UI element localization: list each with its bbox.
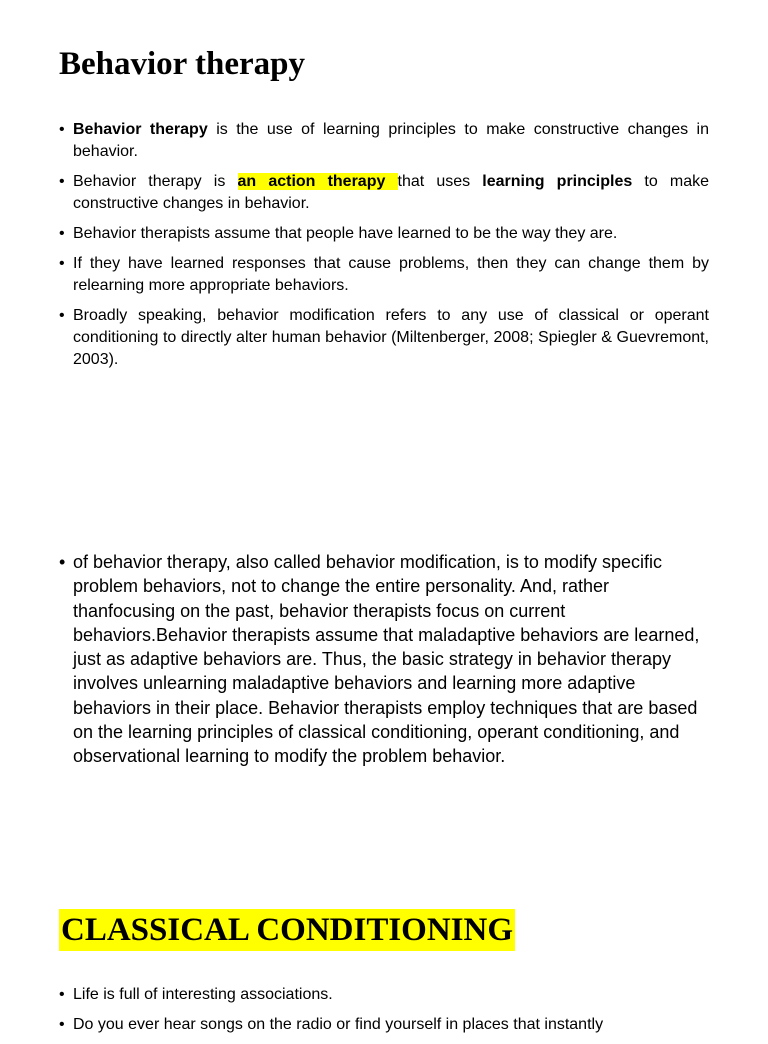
bullet-marker: • [59, 255, 65, 272]
list-item [59, 119, 709, 163]
list-item [59, 984, 709, 1006]
goal-paragraph: of behavior therapy, also called behavior modification, is to modify specific problem behaviors, not to change the entire personality. And, rather thanfocusing on the past, behavior therapists focus on current behaviors.Behavior therapists assume that maladaptive behaviors are learned, just as adaptive behaviors are. Thus, the basic strategy in behavior therapy involves unlearning maladaptive behaviors and learning more adaptive behaviors in their place. Behavior therapists employ techniques that are based on the learning principles of classical conditioning, operant conditioning, and observational learning to modify the problem behavior. [73, 552, 700, 767]
bullet-text: Behavior therapy is [73, 173, 238, 190]
bullet-text: to make constructive changes in behavior. [73, 173, 710, 212]
bullet-marker: • [59, 307, 65, 324]
list-item [59, 223, 709, 245]
bullet-text: Broadly speaking, behavior modification refers to any use of classical or operant conditioning to directly alter human behavior (Miltenberger, 2008; Spiegler & Guevremont, 2003). [73, 307, 709, 368]
list-item [59, 305, 709, 371]
section-heading: CLASSICAL CONDITIONING [59, 909, 515, 951]
bullet-text: Do you ever hear songs on the radio or find yourself in places that instantly [73, 1016, 604, 1033]
bold-term: Behavior therapy [73, 121, 208, 138]
highlighted-phrase: an action therapy [237, 173, 398, 190]
bullet-marker: • [59, 121, 65, 138]
bullet-marker: • [59, 552, 66, 572]
list-item [59, 253, 709, 297]
goal-bullet-list [59, 550, 709, 769]
bold-term: learning principles [482, 173, 633, 190]
bullet-marker: • [59, 173, 65, 190]
page-title: Behavior therapy [59, 46, 305, 82]
bullet-marker: • [59, 1016, 65, 1033]
bullet-text: If they have learned responses that cause problems, then they can change them by relearning more appropriate behaviors. [73, 255, 709, 294]
bullet-text: Behavior therapists assume that people have learned to be the way they are. [73, 225, 618, 242]
intro-bullet-list [59, 119, 709, 379]
bullet-text: Life is full of interesting associations. [73, 986, 333, 1003]
bullet-marker: • [59, 986, 65, 1003]
list-item [59, 550, 709, 769]
bullet-marker: • [59, 225, 65, 242]
list-item [59, 171, 709, 215]
list-item [59, 1014, 709, 1036]
bullet-text: that uses [397, 173, 483, 190]
section-bullet-list [59, 984, 709, 1044]
bullet-text: is the use of learning principles to make constructive changes in behavior. [73, 121, 709, 160]
